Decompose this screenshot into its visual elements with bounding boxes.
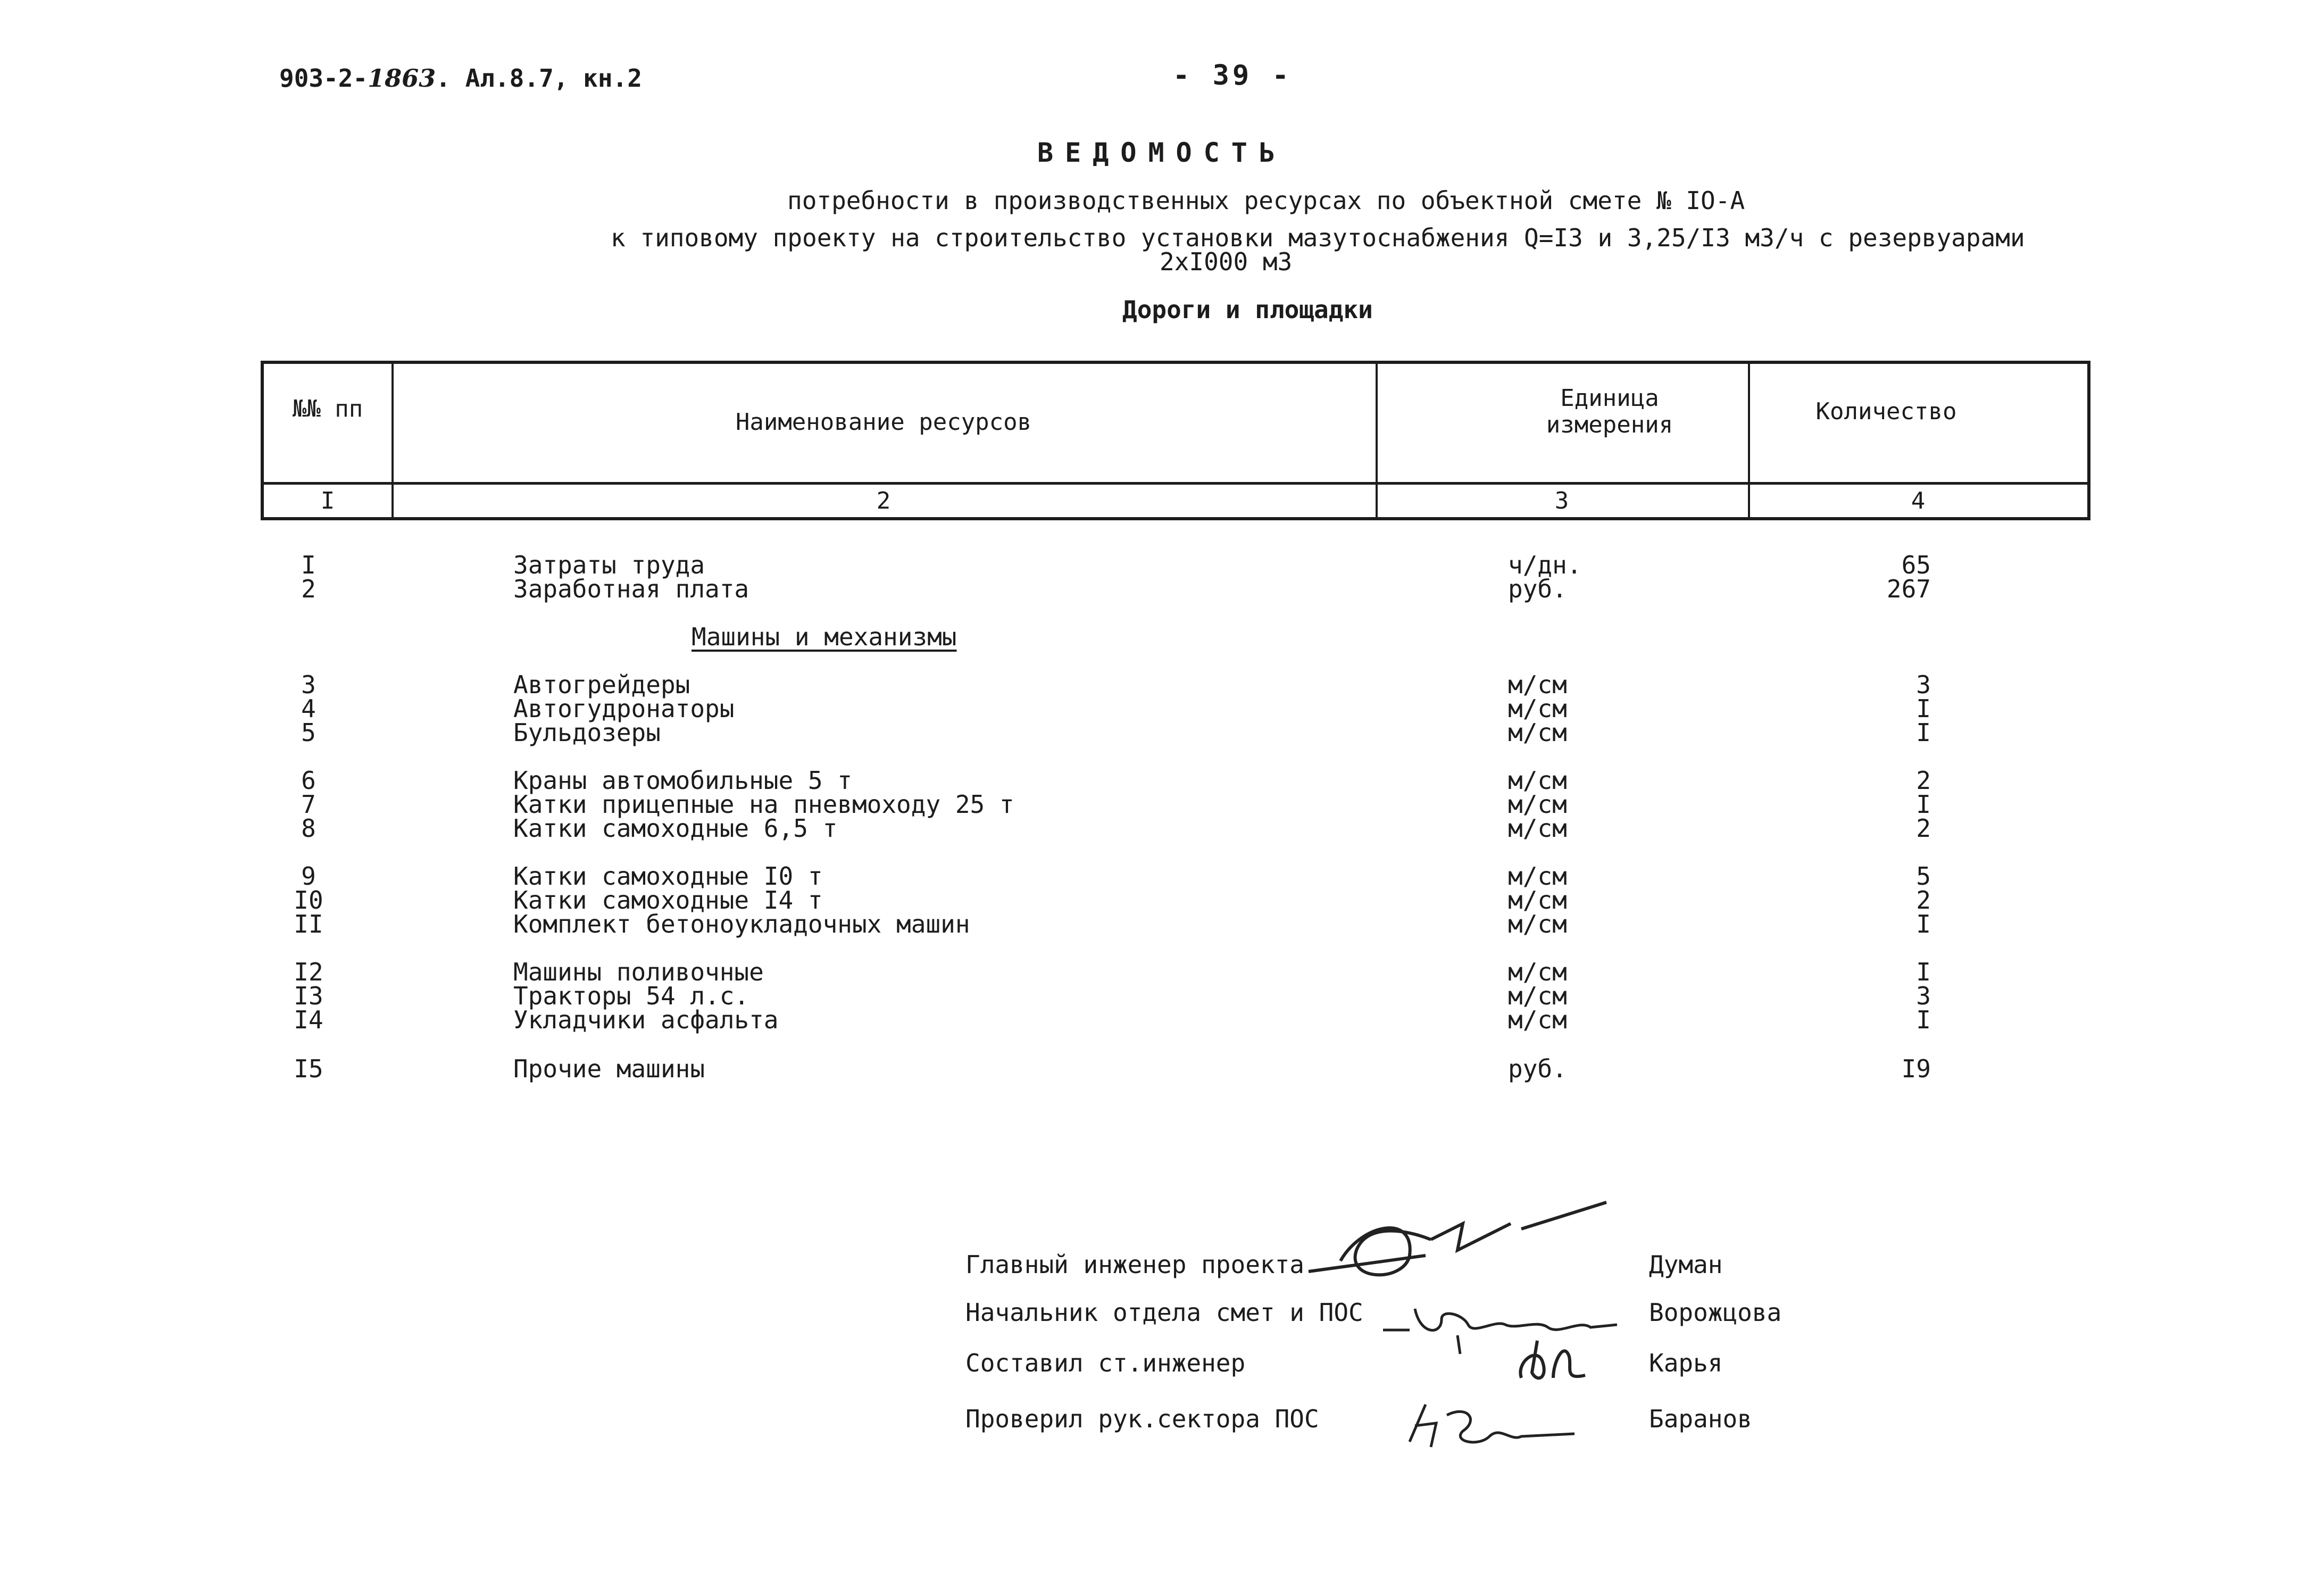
row-unit: м/см <box>1508 862 1567 891</box>
document-title: ВЕДОМОСТЬ <box>1037 137 1287 168</box>
row-unit: м/см <box>1508 1005 1567 1034</box>
row-unit: руб. <box>1508 575 1567 603</box>
table-row <box>0 718 2324 747</box>
row-number: I3 <box>294 982 323 1010</box>
signature-name: Думан <box>1649 1250 1723 1279</box>
table-row <box>0 1005 2324 1034</box>
colnum-3: 3 <box>1554 487 1569 514</box>
row-name: Катки самоходные I0 т <box>513 862 823 891</box>
row-unit: м/см <box>1508 766 1567 795</box>
row-unit: руб. <box>1508 1054 1567 1083</box>
row-name: Заработная плата <box>513 575 749 603</box>
row-unit: м/см <box>1508 910 1567 938</box>
row-unit: ч/дн. <box>1508 551 1582 579</box>
header-qty: Количество <box>1815 398 1957 425</box>
signature-role: Начальник отдела смет и ПОС <box>965 1298 1363 1327</box>
signature-name: Ворожцова <box>1649 1298 1782 1327</box>
row-qty: 2 <box>1916 814 1931 843</box>
table-row <box>0 790 2324 819</box>
row-name: Катки самоходные I4 т <box>513 886 823 915</box>
table-row <box>0 551 2324 579</box>
row-name: Катки самоходные 6,5 т <box>513 814 838 843</box>
row-number: I4 <box>294 1005 323 1034</box>
signature-scribble-1 <box>1298 1192 1628 1298</box>
table-row <box>0 694 2324 723</box>
signature-name: Карья <box>1649 1349 1723 1377</box>
row-number: II <box>294 910 323 938</box>
row-unit: м/см <box>1508 718 1567 747</box>
divider <box>264 482 2087 485</box>
row-number: 6 <box>301 766 316 795</box>
row-name: Машины поливочные <box>513 958 764 986</box>
table-row <box>0 575 2324 603</box>
colnum-4: 4 <box>1911 487 1926 514</box>
row-qty: I <box>1916 958 1931 986</box>
row-name: Тракторы 54 л.с. <box>513 982 749 1010</box>
row-name: Затраты труда <box>513 551 705 579</box>
row-name: Прочие машины <box>513 1054 705 1083</box>
row-qty: 3 <box>1916 982 1931 1010</box>
row-qty: I9 <box>1901 1054 1931 1083</box>
header-unit: Единица измерения <box>1546 385 1673 438</box>
row-name: Катки прицепные на пневмоходу 25 т <box>513 790 1014 819</box>
row-qty: I <box>1916 1005 1931 1034</box>
row-unit: м/см <box>1508 670 1567 699</box>
row-number: 3 <box>301 670 316 699</box>
row-number: I <box>301 551 316 579</box>
signature-scribble-3 <box>1505 1330 1601 1389</box>
colnum-2: 2 <box>876 487 891 514</box>
table-row <box>0 814 2324 843</box>
header-name: Наименование ресурсов <box>735 409 1032 436</box>
row-qty: I <box>1916 790 1931 819</box>
table-row <box>0 766 2324 795</box>
row-number: I5 <box>294 1054 323 1083</box>
row-number: 5 <box>301 718 316 747</box>
row-unit: м/см <box>1508 694 1567 723</box>
table-header <box>261 361 2090 520</box>
row-name: Бульдозеры <box>513 718 661 747</box>
table-row <box>0 958 2324 986</box>
row-number: 9 <box>301 862 316 891</box>
signature-name: Баранов <box>1649 1404 1752 1433</box>
signature-role: Составил ст.инженер <box>965 1349 1246 1377</box>
row-qty: 2 <box>1916 766 1931 795</box>
row-number: 8 <box>301 814 316 843</box>
page-number: - 39 - <box>1173 60 1292 92</box>
row-qty: 5 <box>1916 862 1931 891</box>
row-name: Краны автомобильные 5 т <box>513 766 852 795</box>
subtitle-line-1: потребности в производственных ресурсах по объектной смете № IO-А <box>787 186 1745 215</box>
row-unit: м/см <box>1508 982 1567 1010</box>
row-qty: I <box>1916 910 1931 938</box>
table-row <box>0 910 2324 938</box>
row-unit: м/см <box>1508 886 1567 915</box>
code-suffix: . Ал.8.7, кн.2 <box>436 64 642 93</box>
row-qty: 267 <box>1886 575 1931 603</box>
table-row <box>0 886 2324 915</box>
row-name: Комплект бетоноукладочных машин <box>513 910 970 938</box>
colnum-1: I <box>320 487 335 514</box>
row-name: Укладчики асфальта <box>513 1005 779 1034</box>
signature-role: Проверил рук.сектора ПОС <box>965 1404 1319 1433</box>
row-qty: 3 <box>1916 670 1931 699</box>
subtitle-line-3: 2хI000 м3 <box>1160 247 1293 276</box>
row-number: I0 <box>294 886 323 915</box>
table-row <box>0 1054 2324 1083</box>
signature-scribble-4 <box>1404 1394 1585 1458</box>
row-number: 2 <box>301 575 316 603</box>
row-qty: 2 <box>1916 886 1931 915</box>
subtitle-line-2: к типовому проекту на строительство установки мазутоснабжения Q=I3 и 3,25/I3 м3/ч с резервуарами <box>611 223 2025 252</box>
row-name: Автогудронаторы <box>513 694 735 723</box>
code-prefix: 903-2- <box>279 64 368 93</box>
code-handwritten: 1863 <box>368 64 436 93</box>
document-code <box>279 64 642 93</box>
signature-role: Главный инженер проекта <box>965 1250 1304 1279</box>
table-row <box>0 670 2324 699</box>
row-unit: м/см <box>1508 814 1567 843</box>
row-qty: I <box>1916 718 1931 747</box>
table-row <box>0 982 2324 1010</box>
table-row <box>0 862 2324 891</box>
header-no: №№ пп <box>292 395 363 422</box>
row-number: 7 <box>301 790 316 819</box>
row-qty: 65 <box>1901 551 1931 579</box>
row-name: Автогрейдеры <box>513 670 690 699</box>
machines-heading: Машины и механизмы <box>692 622 957 651</box>
row-number: 4 <box>301 694 316 723</box>
row-unit: м/см <box>1508 790 1567 819</box>
row-unit: м/см <box>1508 958 1567 986</box>
row-number: I2 <box>294 958 323 986</box>
row-qty: I <box>1916 694 1931 723</box>
section-title: Дороги и площадки <box>1122 295 1373 324</box>
